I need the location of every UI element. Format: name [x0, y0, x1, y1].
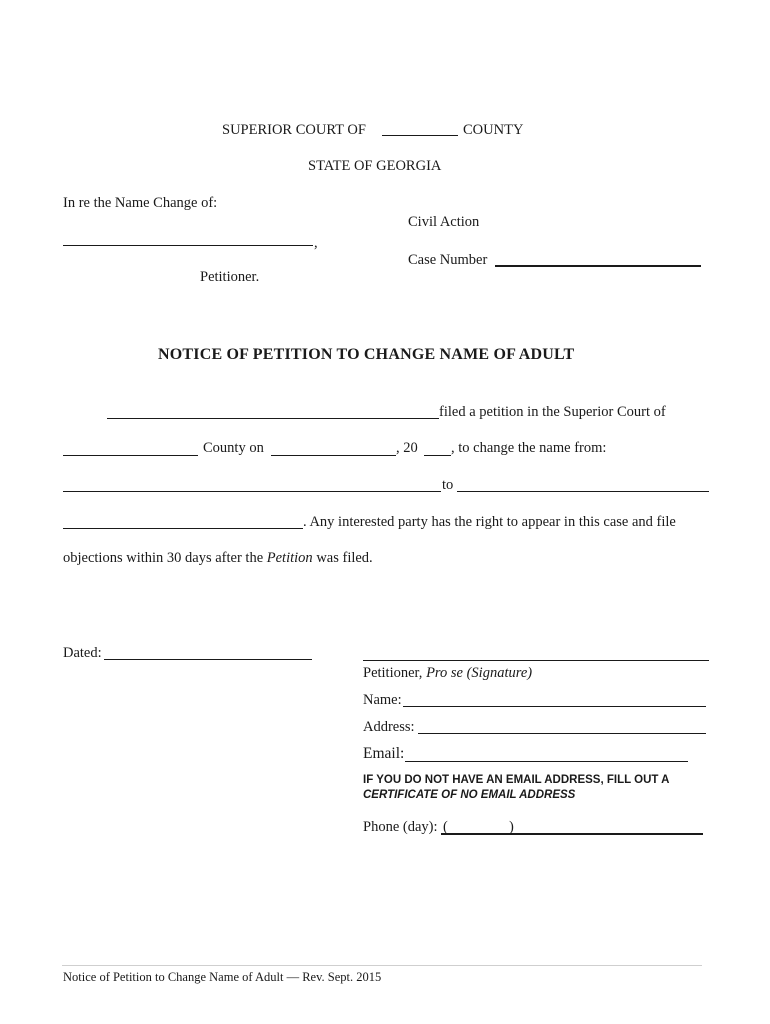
phone-label: Phone (day): — [363, 819, 438, 835]
dated-blank[interactable] — [104, 659, 312, 660]
date-blank[interactable] — [271, 455, 396, 456]
county-blank[interactable] — [63, 455, 198, 456]
objections-text — [63, 551, 373, 566]
caption-comma: , — [314, 235, 318, 251]
court-suffix: COUNTY — [463, 122, 524, 138]
petitioner-full-name-blank[interactable] — [107, 418, 439, 419]
email-warning-line2: CERTIFICATE OF NO EMAIL ADDRESS — [363, 789, 576, 801]
petitioner-name-blank[interactable] — [63, 245, 313, 246]
petitioner-signature-label — [363, 666, 532, 681]
petitioner-label-text: Petitioner, — [363, 665, 427, 681]
to-text: to — [442, 477, 454, 493]
document-title: NOTICE OF PETITION TO CHANGE NAME OF ADULT — [158, 346, 575, 363]
pro-se-text: Pro se (Signature) — [426, 665, 533, 681]
address-blank[interactable] — [418, 733, 706, 734]
interested-party-text: . Any interested party has the right to appear in this case and file — [303, 514, 676, 530]
change-from-text: , to change the name from: — [451, 440, 607, 456]
address-label: Address: — [363, 719, 415, 735]
phone-close-paren: ) — [509, 819, 514, 835]
phone-blank[interactable] — [441, 833, 703, 835]
case-number-blank[interactable] — [495, 265, 701, 267]
dated-label: Dated: — [63, 645, 102, 661]
objections-suffix: was filed. — [312, 550, 373, 566]
year-blank[interactable] — [424, 455, 451, 456]
county-name-blank[interactable] — [382, 135, 458, 136]
petition-word: Petition — [266, 550, 313, 566]
email-warning-line1: IF YOU DO NOT HAVE AN EMAIL ADDRESS, FILL OUT A — [363, 774, 670, 786]
name-label: Name: — [363, 692, 402, 708]
new-name-continued-blank[interactable] — [63, 528, 303, 529]
old-name-blank[interactable] — [63, 491, 441, 492]
in-re-label: In re the Name Change of: — [63, 195, 218, 211]
petitioner-label: Petitioner. — [200, 269, 260, 285]
county-on-text: County on — [203, 440, 264, 456]
civil-action-label: Civil Action — [408, 214, 480, 230]
email-blank[interactable] — [405, 761, 688, 762]
name-blank[interactable] — [403, 706, 706, 707]
state-heading: STATE OF GEORGIA — [308, 158, 442, 174]
case-number-label: Case Number — [408, 252, 488, 268]
year-prefix-text: , 20 — [396, 440, 418, 456]
email-label: Email: — [363, 745, 405, 762]
footer-text: Notice of Petition to Change Name of Adult — Rev. Sept. 2015 — [63, 970, 382, 984]
phone-open-paren: ( — [443, 819, 448, 835]
court-prefix: SUPERIOR COURT OF — [222, 122, 366, 138]
filed-text: filed a petition in the Superior Court of — [439, 404, 666, 420]
new-name-blank[interactable] — [457, 491, 709, 492]
objections-prefix: objections within 30 days after the — [63, 550, 267, 566]
signature-blank[interactable] — [363, 660, 709, 661]
footer-divider — [62, 965, 702, 966]
